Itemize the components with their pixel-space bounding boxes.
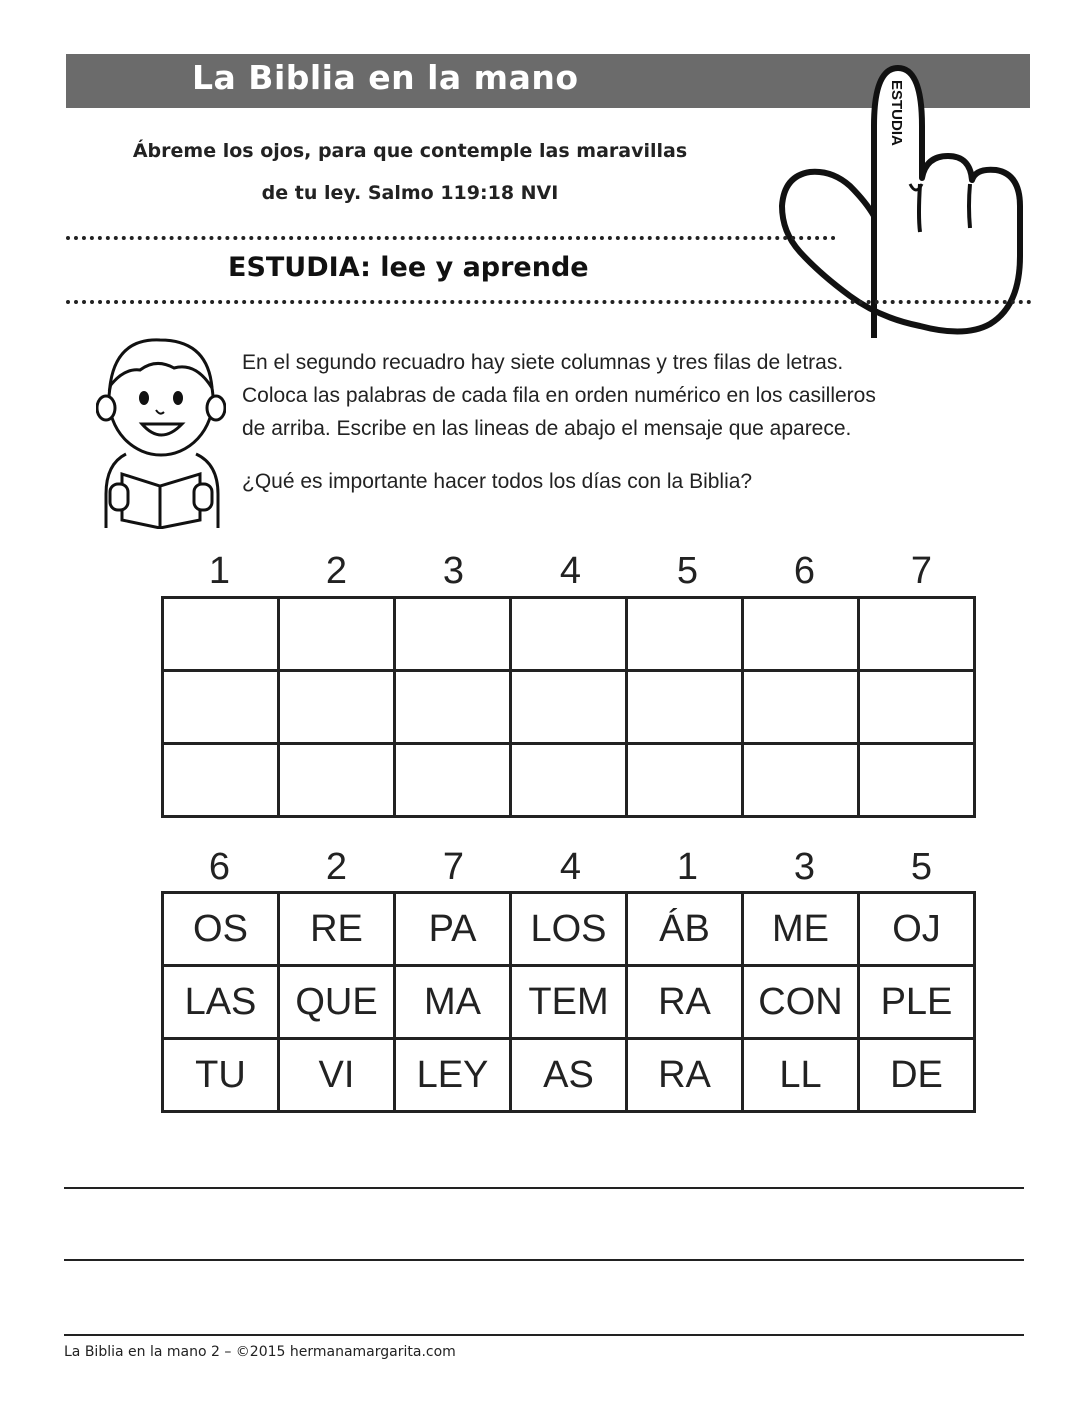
puzzle-cell: MA (395, 966, 511, 1039)
puzzle-grid-row (163, 966, 975, 1039)
page-title: La Biblia en la mano (192, 58, 579, 97)
answer-cell[interactable] (743, 598, 859, 671)
column-number: 3 (793, 846, 816, 888)
puzzle-grid-row (163, 1039, 975, 1112)
puzzle-cell: AS (511, 1039, 627, 1112)
footer-credit: La Biblia en la mano 2 – ©2015 hermanamargarita.com (64, 1344, 456, 1360)
puzzle-cell: DE (859, 1039, 975, 1112)
pointing-hand-illustration (770, 56, 1040, 338)
puzzle-cell: LL (743, 1039, 859, 1112)
column-number: 2 (325, 846, 348, 888)
answer-line[interactable] (64, 1259, 1024, 1261)
answer-cell[interactable] (395, 671, 511, 744)
puzzle-cell: QUE (279, 966, 395, 1039)
puzzle-cell: OJ (859, 893, 975, 966)
answer-cell[interactable] (859, 671, 975, 744)
verse-line-2: de tu ley. Salmo 119:18 NVI (261, 182, 559, 204)
puzzle-cell: CON (743, 966, 859, 1039)
puzzle-cell: LEY (395, 1039, 511, 1112)
instruction-line: Coloca las palabras de cada fila en orden numérico en los casilleros (242, 384, 876, 407)
answer-cell[interactable] (511, 598, 627, 671)
puzzle-cell: VI (279, 1039, 395, 1112)
puzzle-grid-row (163, 893, 975, 966)
answer-cell[interactable] (859, 598, 975, 671)
answer-cell[interactable] (511, 744, 627, 817)
puzzle-cell: RE (279, 893, 395, 966)
answer-cell[interactable] (279, 744, 395, 817)
answer-cell[interactable] (859, 744, 975, 817)
answer-cell[interactable] (627, 598, 743, 671)
answer-line[interactable] (64, 1187, 1024, 1189)
puzzle-cell: LAS (163, 966, 279, 1039)
hand-label: ESTUDIA (888, 80, 905, 146)
dotted-divider-top (66, 236, 836, 240)
child-reading-illustration (96, 324, 226, 529)
column-number: 1 (676, 846, 699, 888)
puzzle-cell: RA (627, 1039, 743, 1112)
column-number: 7 (442, 846, 465, 888)
puzzle-grid (161, 891, 976, 1113)
puzzle-cell: ME (743, 893, 859, 966)
column-number: 2 (325, 550, 348, 592)
answer-cell[interactable] (163, 598, 279, 671)
puzzle-cell: OS (163, 893, 279, 966)
answer-cell[interactable] (627, 744, 743, 817)
puzzle-cell: LOS (511, 893, 627, 966)
dotted-divider-bottom (66, 300, 1032, 304)
instruction-line: En el segundo recuadro hay siete columnas y tres filas de letras. (242, 351, 844, 374)
answer-cell[interactable] (163, 671, 279, 744)
puzzle-grid-column-numbers (161, 846, 980, 889)
column-number: 5 (676, 550, 699, 592)
answer-grid-row (163, 598, 975, 671)
answer-cell[interactable] (279, 598, 395, 671)
puzzle-cell: PA (395, 893, 511, 966)
instruction-line: de arriba. Escribe en las lineas de abajo el mensaje que aparece. (242, 417, 852, 440)
answer-cell[interactable] (627, 671, 743, 744)
answer-cell[interactable] (743, 744, 859, 817)
answer-grid-row (163, 671, 975, 744)
verse-line-1: Ábreme los ojos, para que contemple las maravillas (132, 140, 688, 162)
answer-grid (161, 596, 976, 818)
answer-cell[interactable] (395, 744, 511, 817)
answer-cell[interactable] (395, 598, 511, 671)
puzzle-cell: TU (163, 1039, 279, 1112)
answer-cell[interactable] (163, 744, 279, 817)
section-title: ESTUDIA: lee y aprende (228, 252, 589, 283)
column-number: 4 (559, 550, 582, 592)
column-number: 4 (559, 846, 582, 888)
column-number: 5 (910, 846, 933, 888)
puzzle-cell: TEM (511, 966, 627, 1039)
puzzle-cell: PLE (859, 966, 975, 1039)
puzzle-cell: RA (627, 966, 743, 1039)
answer-line[interactable] (64, 1334, 1024, 1336)
answer-cell[interactable] (511, 671, 627, 744)
column-number: 7 (910, 550, 933, 592)
column-number: 1 (208, 550, 231, 592)
question: ¿Qué es importante hacer todos los días con la Biblia? (242, 470, 753, 493)
instructions (242, 346, 1012, 445)
answer-cell[interactable] (743, 671, 859, 744)
answer-grid-column-numbers (161, 550, 980, 593)
column-number: 3 (442, 550, 465, 592)
column-number: 6 (208, 846, 231, 888)
puzzle-cell: ÁB (627, 893, 743, 966)
answer-cell[interactable] (279, 671, 395, 744)
column-number: 6 (793, 550, 816, 592)
answer-grid-row (163, 744, 975, 817)
